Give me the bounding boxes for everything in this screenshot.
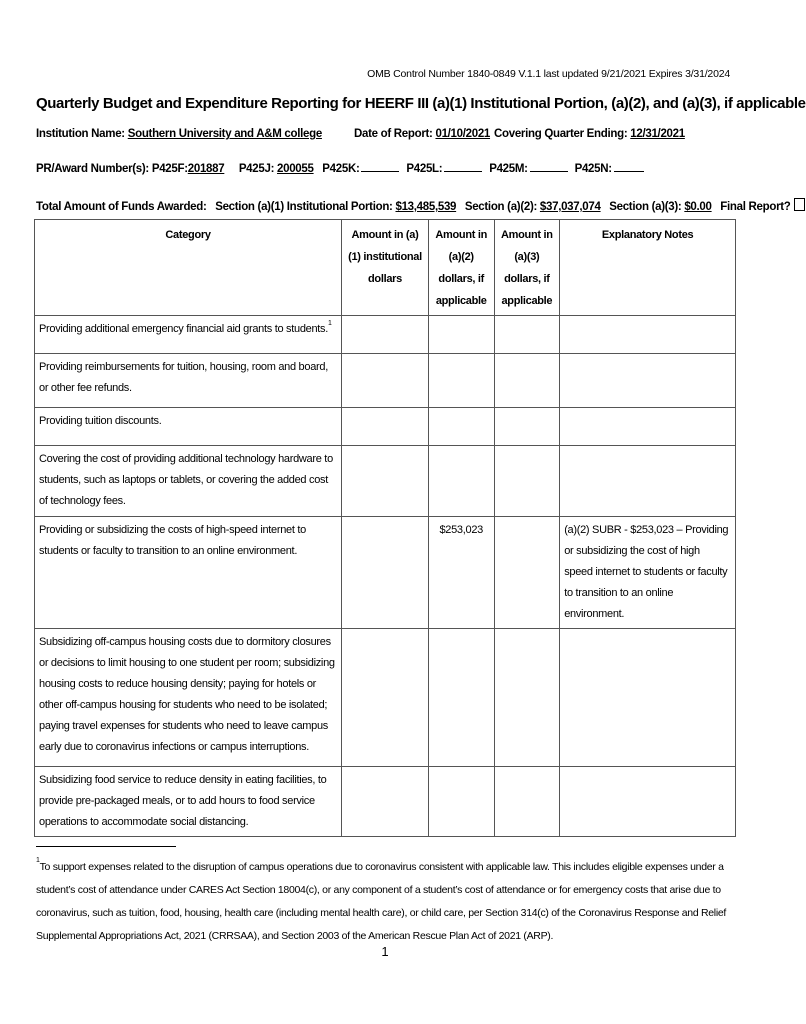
expenditure-table bbox=[34, 219, 736, 837]
row-category: Covering the cost of providing additional technology hardware to students, such as laptops or tablets, or covering the added cost of technology fees. bbox=[35, 446, 342, 517]
cell-a3-amount[interactable] bbox=[494, 316, 560, 354]
cell-notes[interactable] bbox=[560, 446, 736, 517]
footnote bbox=[36, 856, 738, 948]
date-value: 01/10/2021 bbox=[435, 128, 491, 140]
a2-label: Section (a)(2): bbox=[464, 201, 537, 213]
cell-a3-amount[interactable] bbox=[494, 629, 560, 767]
award-label: PR/Award Number(s): P425F: bbox=[36, 163, 188, 175]
cell-a3-amount[interactable] bbox=[494, 446, 560, 517]
table-row bbox=[35, 767, 736, 837]
cell-a1-amount[interactable] bbox=[342, 629, 429, 767]
cell-a1-amount[interactable] bbox=[342, 446, 429, 517]
table-row bbox=[35, 354, 736, 408]
a3-total-value: $0.00 bbox=[684, 201, 712, 213]
cell-a2-amount[interactable] bbox=[428, 446, 494, 517]
table-row bbox=[35, 408, 736, 446]
cell-notes[interactable] bbox=[560, 767, 736, 837]
table-row bbox=[35, 517, 736, 629]
row-category: Subsidizing off-campus housing costs due to dormitory closures or decisions to limit housing to one student per room; subsidizing housing costs to reduce housing density; paying for hotels or other off-campus housing for students who need to be isolated; paying travel expenses for students who need to leave campus early due to coronavirus infections or campus interruptions. bbox=[35, 629, 342, 767]
cell-notes[interactable] bbox=[560, 408, 736, 446]
cell-a2-amount[interactable] bbox=[428, 316, 494, 354]
footnote-marker: 1 bbox=[36, 857, 40, 864]
a3-label: Section (a)(3): bbox=[609, 201, 682, 213]
header-explanatory-notes: Explanatory Notes bbox=[560, 220, 736, 316]
p425m-label: P425M: bbox=[489, 163, 528, 175]
final-report-checkbox[interactable] bbox=[794, 198, 805, 211]
row-category: Subsidizing food service to reduce density in eating facilities, to provide pre-packaged meals, or to add hours to food service operations to accommodate social distancing. bbox=[35, 767, 342, 837]
table-row bbox=[35, 446, 736, 517]
award-numbers-line bbox=[36, 161, 648, 175]
total-label: Total Amount of Funds Awarded: bbox=[36, 201, 207, 213]
page-title: Quarterly Budget and Expenditure Reporting for HEERF III (a)(1) Institutional Portion, (a)(2), and (a)(3), if applicable bbox=[36, 95, 806, 112]
cell-notes[interactable] bbox=[560, 316, 736, 354]
a2-total-value: $37,037,074 bbox=[539, 201, 601, 213]
header-a1-amount: Amount in (a)(1) institutional dollars bbox=[342, 220, 429, 316]
institution-line bbox=[36, 128, 736, 140]
cell-notes[interactable] bbox=[560, 629, 736, 767]
row-category: Providing or subsidizing the costs of high-speed internet to students or faculty to transition to an online environment. bbox=[35, 517, 342, 629]
page-number: 1 bbox=[381, 944, 389, 959]
institution-value: Southern University and A&M college bbox=[127, 128, 322, 140]
total-funds-line bbox=[36, 198, 805, 213]
cell-a2-amount[interactable] bbox=[428, 629, 494, 767]
footnote-ref: 1 bbox=[327, 320, 332, 327]
covering-quarter bbox=[494, 128, 685, 140]
header-category: Category bbox=[35, 220, 342, 316]
cell-a3-amount[interactable] bbox=[494, 517, 560, 629]
quarter-label: Covering Quarter Ending: bbox=[494, 128, 628, 140]
cell-a2-amount[interactable]: $253,023 bbox=[428, 517, 494, 629]
final-report-label: Final Report? bbox=[720, 201, 791, 213]
cell-a3-amount[interactable] bbox=[494, 354, 560, 408]
footnote-text: To support expenses related to the disruption of campus operations due to coronavirus consistent with applicable law. This includes eligible expenses under a student’s cost of attendance under CARES Act Section 18004(c), or any component of a student’s cost of attendance or for emergency costs that arise due to coronavirus, such as tuition, food, housing, health care (including mental health care), or child care, per Section 314(c) of the Coronavirus Response and Relief Supplemental Appropriations Act, 2021 (CRRSAA), and Section 2003 of the American Rescue Plan Act of 2021 (ARP). bbox=[36, 861, 727, 942]
report-date bbox=[354, 128, 490, 140]
cell-notes[interactable]: (a)(2) SUBR - $253,023 – Providing or subsidizing the cost of high speed internet to students or faculty to transition to an online environment. bbox=[560, 517, 736, 629]
institution-label: Institution Name: bbox=[36, 128, 125, 140]
p425m-blank bbox=[530, 161, 568, 172]
p425l-label: P425L: bbox=[406, 163, 443, 175]
row-category: Providing tuition discounts. bbox=[35, 408, 342, 446]
cell-notes[interactable] bbox=[560, 354, 736, 408]
a1-label: Section (a)(1) Institutional Portion: bbox=[215, 201, 393, 213]
p425n-label: P425N: bbox=[574, 163, 612, 175]
footnote-divider bbox=[36, 846, 176, 847]
row-category: Providing reimbursements for tuition, housing, room and board, or other fee refunds. bbox=[35, 354, 342, 408]
table-row bbox=[35, 629, 736, 767]
header-a3-amount: Amount in (a)(3) dollars, if applicable bbox=[494, 220, 560, 316]
a1-total-value: $13,485,539 bbox=[395, 201, 457, 213]
quarter-value: 12/31/2021 bbox=[630, 128, 685, 140]
header-a2-amount: Amount in (a)(2) dollars, if applicable bbox=[428, 220, 494, 316]
cell-a3-amount[interactable] bbox=[494, 408, 560, 446]
category-text: Providing additional emergency financial aid grants to students. bbox=[39, 323, 328, 335]
p425j-value: 200055 bbox=[277, 163, 314, 175]
row-category bbox=[35, 316, 342, 354]
p425f-value: 201887 bbox=[187, 163, 225, 175]
cell-a3-amount[interactable] bbox=[494, 767, 560, 837]
date-label: Date of Report: bbox=[354, 128, 433, 140]
cell-a2-amount[interactable] bbox=[428, 354, 494, 408]
cell-a2-amount[interactable] bbox=[428, 767, 494, 837]
cell-a1-amount[interactable] bbox=[342, 408, 429, 446]
cell-a2-amount[interactable] bbox=[428, 408, 494, 446]
cell-a1-amount[interactable] bbox=[342, 354, 429, 408]
p425k-label: P425K: bbox=[322, 163, 360, 175]
p425k-blank bbox=[361, 161, 399, 172]
omb-control-number: OMB Control Number 1840-0849 V.1.1 last updated 9/21/2021 Expires 3/31/2024 bbox=[367, 68, 730, 80]
cell-a1-amount[interactable] bbox=[342, 517, 429, 629]
p425n-blank bbox=[614, 161, 644, 172]
p425j-label: P425J: bbox=[238, 163, 275, 175]
table-header-row bbox=[35, 220, 736, 316]
cell-a1-amount[interactable] bbox=[342, 316, 429, 354]
cell-a1-amount[interactable] bbox=[342, 767, 429, 837]
table-row bbox=[35, 316, 736, 354]
p425l-blank bbox=[444, 161, 482, 172]
